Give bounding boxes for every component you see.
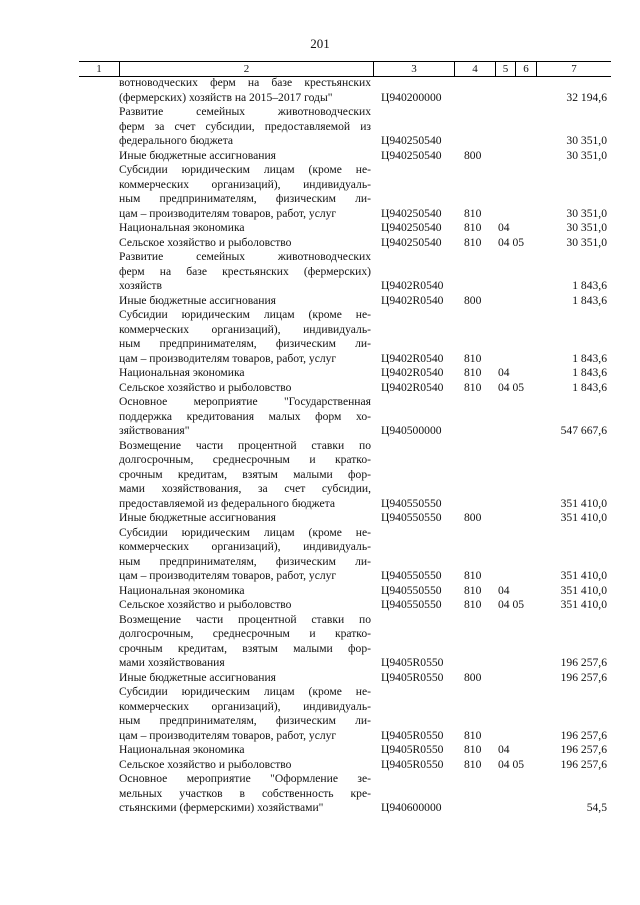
row-expense-type: 810 bbox=[464, 235, 482, 249]
table-row bbox=[0, 671, 640, 686]
row-section: 04 bbox=[498, 743, 510, 756]
row-code: Ц9405R0550 bbox=[381, 743, 444, 756]
table-row bbox=[0, 381, 640, 396]
page-number: 201 bbox=[310, 36, 330, 51]
row-name bbox=[119, 308, 371, 366]
row-name-line: Субсидии юридическим лицам (кроме не- bbox=[119, 163, 371, 176]
row-name-line: Возмещение части процентной ставки по bbox=[119, 612, 371, 626]
row-name bbox=[119, 526, 371, 584]
row-name bbox=[119, 743, 371, 758]
row-name-line: цам – производителям товаров, работ, услуг bbox=[119, 569, 337, 582]
table-row bbox=[0, 163, 640, 221]
row-amount: 30 351,0 bbox=[566, 221, 607, 234]
row-expense-type: 810 bbox=[464, 757, 482, 771]
row-section: 04 05 bbox=[498, 235, 525, 249]
row-code: Ц9402R0540 bbox=[381, 279, 444, 292]
row-name-line: коммерческих организаций), индивидуаль- bbox=[119, 322, 371, 336]
row-name bbox=[119, 598, 371, 613]
header-col-6: 6 bbox=[523, 63, 529, 75]
row-name-line: Сельское хозяйство и рыболовство bbox=[119, 757, 292, 771]
row-code: Ц940550550 bbox=[381, 496, 442, 510]
row-amount: 1 843,6 bbox=[572, 366, 607, 379]
row-expense-type: 810 bbox=[464, 569, 482, 582]
table-row bbox=[0, 366, 640, 381]
row-amount: 30 351,0 bbox=[566, 235, 607, 249]
table-row bbox=[0, 439, 640, 512]
row-name-line: предоставляемой из федерального бюджета bbox=[119, 496, 336, 510]
row-amount: 351 410,0 bbox=[560, 496, 607, 510]
row-expense-type: 810 bbox=[464, 728, 482, 742]
row-code: Ц9402R0540 bbox=[381, 351, 444, 365]
table-row bbox=[0, 613, 640, 671]
row-code: Ц940550550 bbox=[381, 598, 442, 611]
row-code: Ц9402R0540 bbox=[381, 366, 444, 379]
row-code: Ц940550550 bbox=[381, 511, 442, 524]
row-code: Ц940200000 bbox=[381, 90, 442, 104]
row-name-line: Основное мероприятие "Государственная bbox=[119, 395, 371, 408]
row-name-line: федерального бюджета bbox=[119, 134, 234, 147]
row-amount: 1 843,6 bbox=[572, 351, 607, 365]
row-name-line: мами хозяйствования bbox=[119, 656, 225, 669]
row-name-line: ферм за счет субсидии, предоставляемой из bbox=[119, 119, 371, 133]
row-name bbox=[119, 671, 371, 686]
row-amount: 196 257,6 bbox=[560, 757, 607, 771]
row-name-line: Сельское хозяйство и рыболовство bbox=[119, 598, 292, 611]
table-row bbox=[0, 584, 640, 599]
row-section: 04 05 bbox=[498, 757, 525, 771]
row-amount: 54,5 bbox=[586, 801, 607, 814]
row-name-line: цам – производителям товаров, работ, услуг bbox=[119, 351, 337, 365]
row-code: Ц9402R0540 bbox=[381, 293, 444, 307]
row-name-line: Развитие семейных животноводческих bbox=[119, 250, 371, 263]
row-name bbox=[119, 76, 371, 105]
header-col-4: 4 bbox=[472, 63, 478, 75]
row-expense-type: 800 bbox=[464, 148, 482, 162]
row-amount: 1 843,6 bbox=[572, 293, 607, 307]
row-amount: 196 257,6 bbox=[560, 743, 607, 756]
row-expense-type: 810 bbox=[464, 221, 482, 234]
row-amount: 351 410,0 bbox=[560, 511, 607, 524]
row-name-line: Иные бюджетные ассигнования bbox=[119, 670, 276, 684]
row-code: Ц9405R0550 bbox=[381, 670, 444, 684]
row-name bbox=[119, 366, 371, 381]
row-name-line: вотноводческих ферм на базе крестьянских bbox=[119, 76, 371, 89]
row-expense-type: 800 bbox=[464, 511, 482, 524]
row-expense-type: 800 bbox=[464, 670, 482, 684]
row-name-line: зяйствования" bbox=[119, 424, 190, 437]
table-row bbox=[0, 772, 640, 816]
row-name bbox=[119, 236, 371, 251]
row-name-line: Национальная экономика bbox=[119, 366, 245, 379]
row-code: Ц940250540 bbox=[381, 206, 442, 220]
row-amount: 30 351,0 bbox=[566, 148, 607, 162]
row-expense-type: 810 bbox=[464, 206, 482, 220]
row-expense-type: 810 bbox=[464, 351, 482, 365]
row-code: Ц940600000 bbox=[381, 801, 442, 814]
row-name-line: срочным кредитам, взятым малыми фор- bbox=[119, 467, 371, 481]
row-name-line: мами хозяйствования, за счет субсидии, bbox=[119, 482, 371, 495]
header-col-1: 1 bbox=[96, 63, 102, 75]
row-amount: 30 351,0 bbox=[566, 206, 607, 220]
row-code: Ц940250540 bbox=[381, 134, 442, 147]
row-name bbox=[119, 395, 371, 439]
row-amount: 1 843,6 bbox=[572, 279, 607, 292]
row-name-line: Иные бюджетные ассигнования bbox=[119, 148, 276, 162]
table-row bbox=[0, 76, 640, 105]
header-col-2: 2 bbox=[243, 63, 250, 75]
row-name-line: Иные бюджетные ассигнования bbox=[119, 293, 276, 307]
row-name-line: Развитие семейных животноводческих bbox=[119, 105, 371, 118]
row-name bbox=[119, 381, 371, 396]
table-row bbox=[0, 598, 640, 613]
row-name bbox=[119, 511, 371, 526]
row-name-line: срочным кредитам, взятым малыми фор- bbox=[119, 641, 371, 655]
row-name-line: Возмещение части процентной ставки по bbox=[119, 438, 371, 452]
row-amount: 196 257,6 bbox=[560, 670, 607, 684]
row-section: 04 05 bbox=[498, 598, 525, 611]
row-code: Ц940500000 bbox=[381, 424, 442, 437]
row-name bbox=[119, 772, 371, 816]
row-section: 04 bbox=[498, 366, 510, 379]
row-section: 04 bbox=[498, 221, 510, 234]
row-name-line: Сельское хозяйство и рыболовство bbox=[119, 380, 292, 394]
row-amount: 32 194,6 bbox=[566, 90, 607, 104]
row-name-line: долгосрочным, среднесрочным и кратко- bbox=[119, 453, 371, 466]
header-col-3: 3 bbox=[411, 63, 417, 75]
row-code: Ц9405R0550 bbox=[381, 757, 444, 771]
table-row bbox=[0, 105, 640, 149]
row-name-line: коммерческих организаций), индивидуаль- bbox=[119, 540, 371, 553]
row-name bbox=[119, 163, 371, 221]
row-name-line: цам – производителям товаров, работ, услуг bbox=[119, 206, 337, 220]
table-row bbox=[0, 395, 640, 439]
table-row bbox=[0, 685, 640, 743]
row-name bbox=[119, 685, 371, 743]
table-header bbox=[79, 61, 611, 77]
row-name-line: коммерческих организаций), индивидуаль- bbox=[119, 177, 371, 191]
table-row bbox=[0, 758, 640, 773]
row-expense-type: 810 bbox=[464, 598, 482, 611]
row-name-line: Иные бюджетные ассигнования bbox=[119, 511, 276, 524]
table-row bbox=[0, 526, 640, 584]
row-name-line: Национальная экономика bbox=[119, 583, 245, 597]
row-name-line: поддержка кредитования малых форм хо- bbox=[119, 409, 371, 423]
header-col-5: 5 bbox=[502, 63, 509, 75]
row-name bbox=[119, 584, 371, 599]
row-name-line: ным предпринимателям, физическим ли- bbox=[119, 337, 371, 350]
row-name-line: Основное мероприятие "Оформление зе- bbox=[119, 772, 371, 785]
row-amount: 30 351,0 bbox=[566, 134, 607, 147]
row-name bbox=[119, 439, 371, 512]
row-expense-type: 800 bbox=[464, 293, 482, 307]
row-name bbox=[119, 613, 371, 671]
row-amount: 351 410,0 bbox=[560, 583, 607, 597]
row-code: Ц940250540 bbox=[381, 235, 442, 249]
row-name bbox=[119, 221, 371, 236]
row-code: Ц940250540 bbox=[381, 148, 442, 162]
row-name-line: ным предпринимателям, физическим ли- bbox=[119, 192, 371, 205]
table-row bbox=[0, 236, 640, 251]
row-name-line: мельных участков в собственность кре- bbox=[119, 786, 371, 800]
row-name-line: стьянскими (фермерскими) хозяйствами" bbox=[119, 801, 324, 814]
row-name bbox=[119, 250, 371, 294]
row-code: Ц940250540 bbox=[381, 221, 442, 234]
row-code: Ц9405R0550 bbox=[381, 656, 444, 669]
table-body bbox=[0, 76, 640, 816]
row-name bbox=[119, 149, 371, 164]
row-name bbox=[119, 294, 371, 309]
row-name-line: Субсидии юридическим лицам (кроме не- bbox=[119, 525, 371, 539]
row-name-line: цам – производителям товаров, работ, услуг bbox=[119, 728, 337, 742]
table-row bbox=[0, 308, 640, 366]
row-amount: 196 257,6 bbox=[560, 656, 607, 669]
row-section: 04 05 bbox=[498, 380, 525, 394]
row-name-line: Субсидии юридическим лицам (кроме не- bbox=[119, 308, 371, 321]
row-name-line: ным предпринимателям, физическим ли- bbox=[119, 554, 371, 568]
table-row bbox=[0, 294, 640, 309]
row-code: Ц940550550 bbox=[381, 569, 442, 582]
table-row bbox=[0, 743, 640, 758]
row-name bbox=[119, 105, 371, 149]
table-row bbox=[0, 250, 640, 294]
row-amount: 196 257,6 bbox=[560, 728, 607, 742]
row-amount: 351 410,0 bbox=[560, 569, 607, 582]
row-expense-type: 810 bbox=[464, 743, 482, 756]
row-name-line: ферм на базе крестьянских (фермерских) bbox=[119, 264, 371, 278]
table-row bbox=[0, 149, 640, 164]
row-amount: 547 667,6 bbox=[560, 424, 607, 437]
header-col-7: 7 bbox=[571, 63, 577, 75]
row-amount: 1 843,6 bbox=[572, 380, 607, 394]
row-name-line: Национальная экономика bbox=[119, 221, 245, 234]
row-expense-type: 810 bbox=[464, 366, 482, 379]
row-expense-type: 810 bbox=[464, 380, 482, 394]
row-name-line: хозяйств bbox=[119, 279, 162, 292]
row-name-line: коммерческих организаций), индивидуаль- bbox=[119, 699, 371, 713]
row-name-line: ным предпринимателям, физическим ли- bbox=[119, 714, 371, 727]
row-name-line: долгосрочным, среднесрочным и кратко- bbox=[119, 627, 371, 640]
row-name-line: Сельское хозяйство и рыболовство bbox=[119, 235, 292, 249]
row-amount: 351 410,0 bbox=[560, 598, 607, 611]
table-row bbox=[0, 511, 640, 526]
row-code: Ц940550550 bbox=[381, 583, 442, 597]
row-name bbox=[119, 758, 371, 773]
row-name-line: Национальная экономика bbox=[119, 743, 245, 756]
row-code: Ц9405R0550 bbox=[381, 728, 444, 742]
row-name-line: (фермерских) хозяйств на 2015–2017 годы" bbox=[119, 90, 333, 104]
row-code: Ц9402R0540 bbox=[381, 380, 444, 394]
row-expense-type: 810 bbox=[464, 583, 482, 597]
row-section: 04 bbox=[498, 583, 510, 597]
row-name-line: Субсидии юридическим лицам (кроме не- bbox=[119, 685, 371, 698]
table-row bbox=[0, 221, 640, 236]
